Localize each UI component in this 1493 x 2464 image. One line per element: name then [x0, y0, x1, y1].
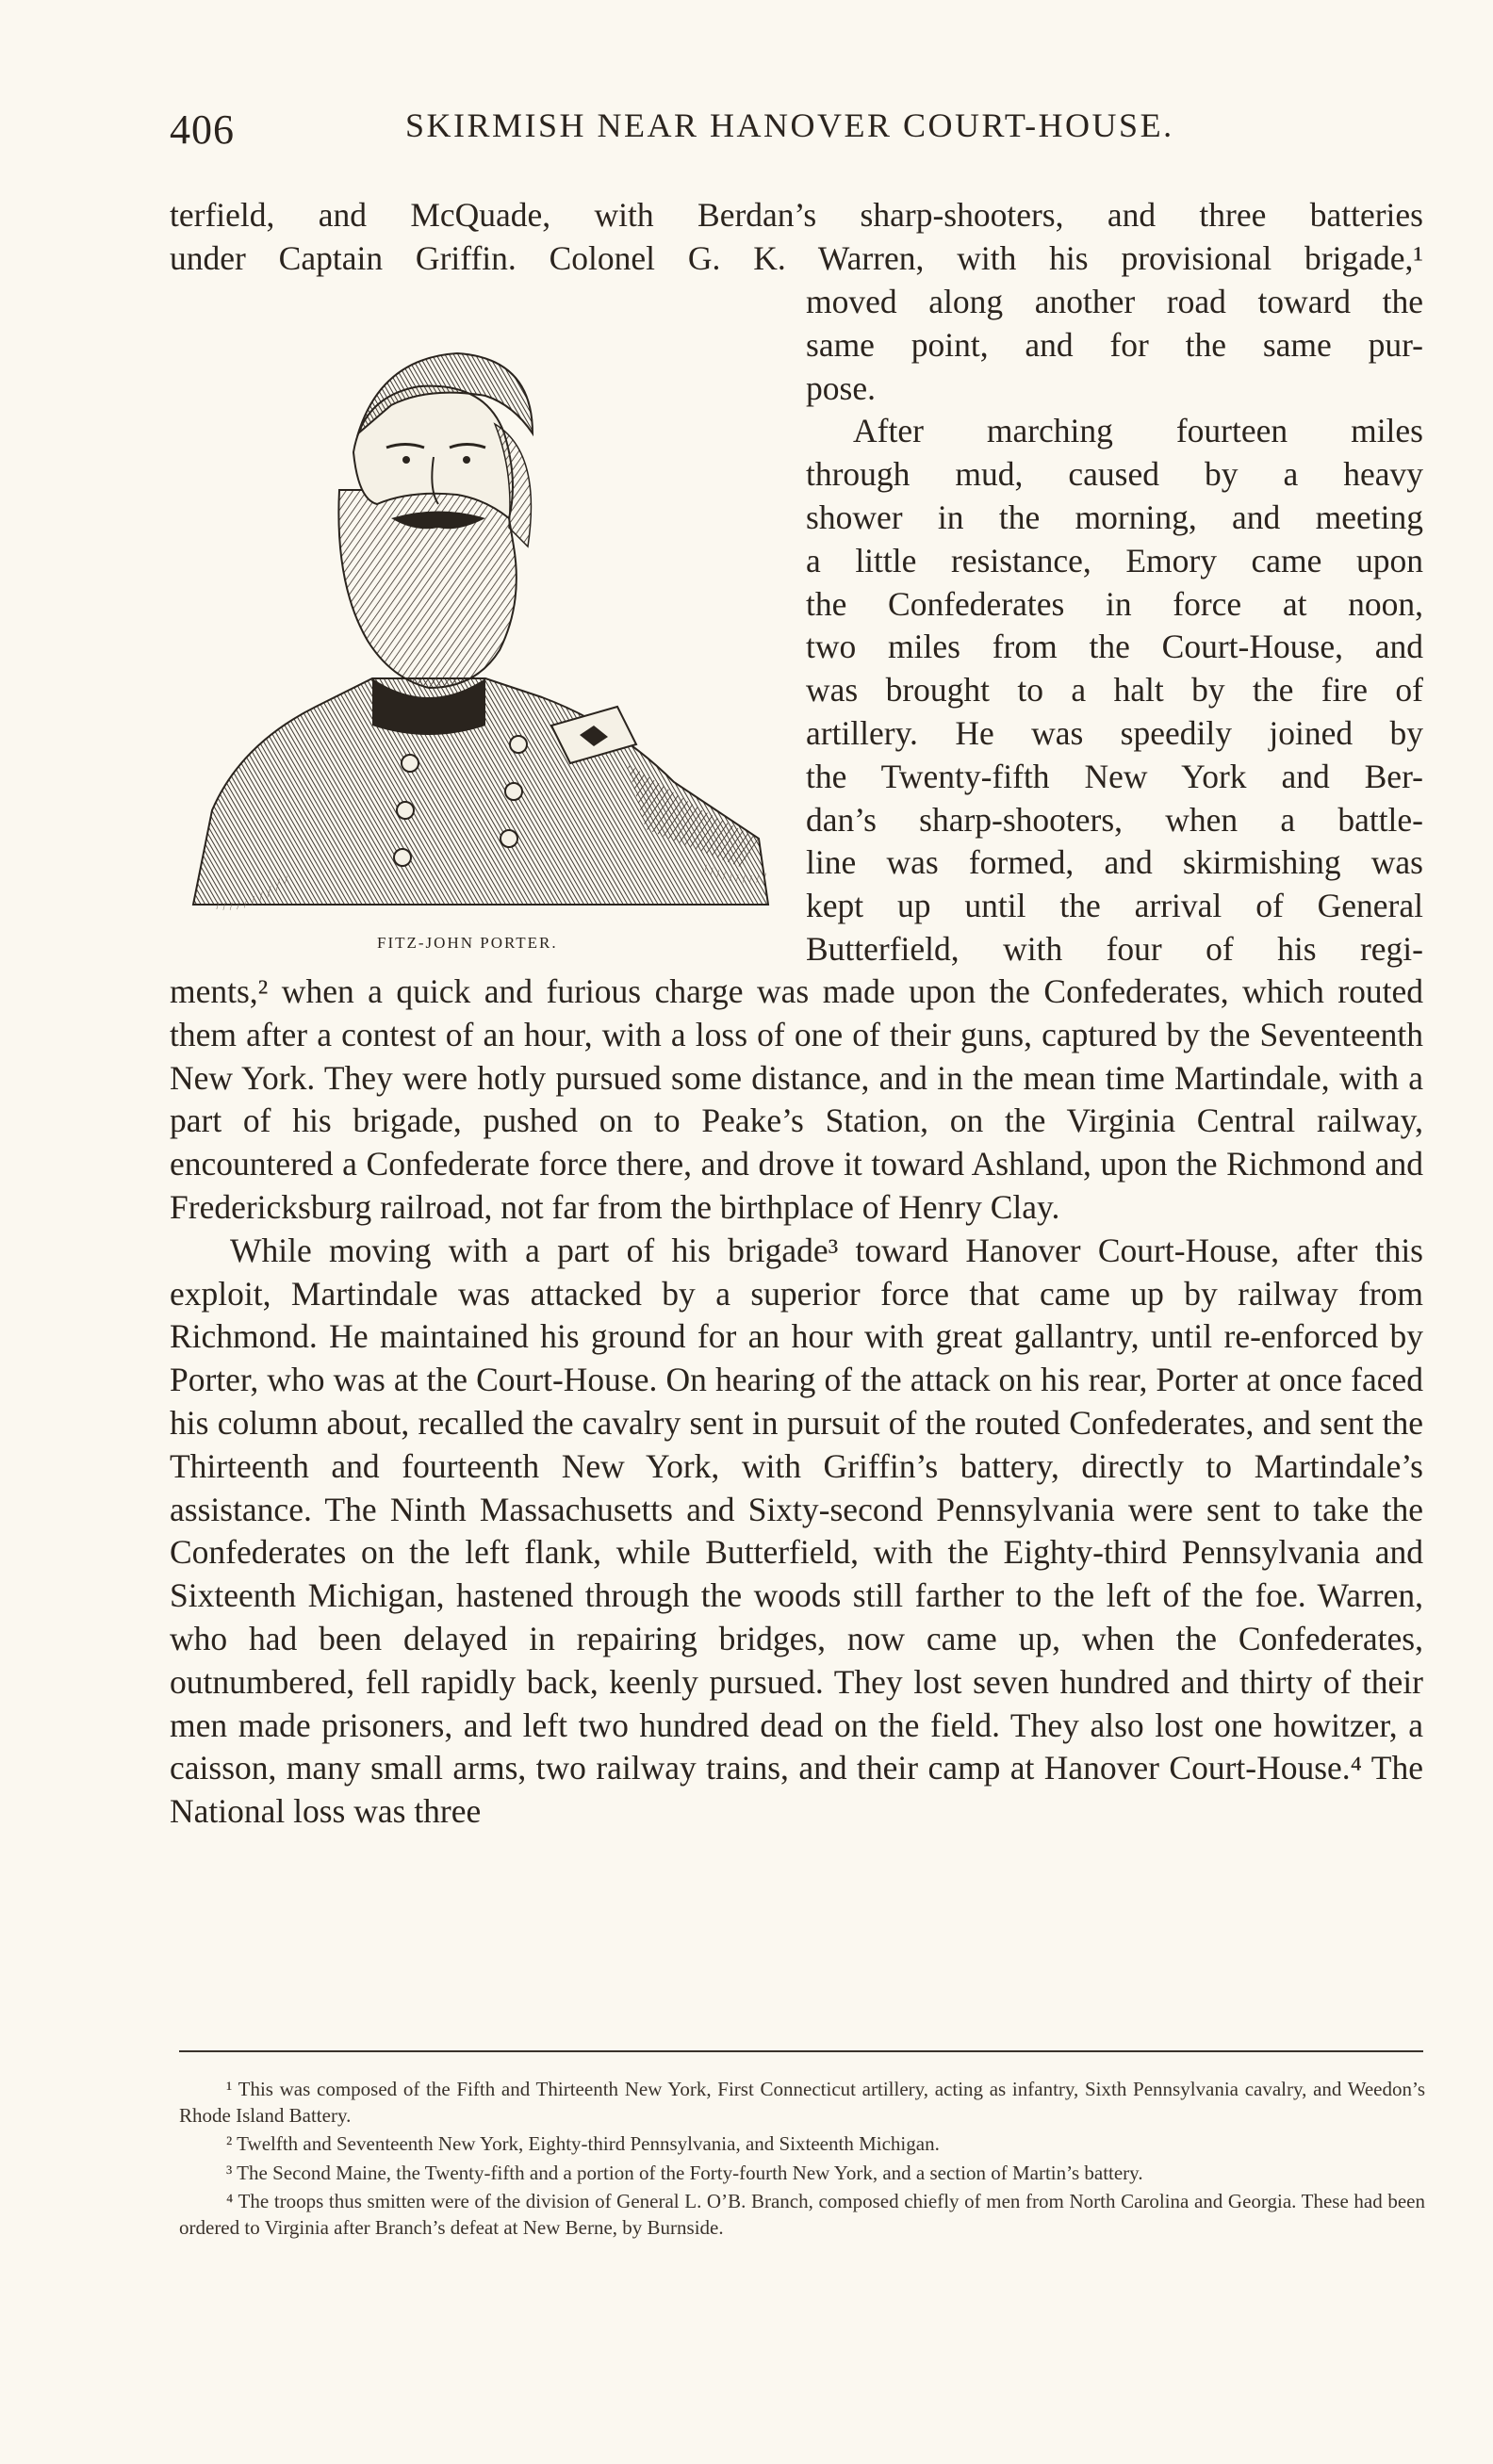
footnote: ¹ This was composed of the Fifth and Thirteenth New York, First Connecticut artillery, acting as infantry, Sixth Pennsylvania cavalry, and Weedon’s Rhode Island Battery. — [179, 2078, 1425, 2127]
opening-lines — [170, 194, 1423, 281]
text-line: kept up until the arrival of General — [806, 887, 1423, 925]
main-text — [170, 971, 1423, 1834]
text-line: through mud, caused by a heavy — [806, 455, 1423, 494]
footnote: ³ The Second Maine, the Twenty-fifth and a portion of the Forty-fourth New York, and a section of Martin’s battery. — [226, 2161, 1143, 2184]
text-line: After marching fourteen miles — [853, 412, 1423, 450]
running-head: SKIRMISH NEAR HANOVER COURT-HOUSE. — [405, 106, 1174, 144]
footnote: ² Twelfth and Seventeenth New York, Eighty-third Pennsylvania, and Sixteenth Michigan. — [226, 2132, 940, 2155]
text-line: same point, and for the same pur- — [806, 325, 1423, 364]
text-line: moved along another road toward the — [806, 283, 1423, 320]
text-line: terfield, and McQuade, with Berdan’s sharp-shooters, and three batteries — [170, 196, 1423, 234]
page-header — [170, 106, 1423, 162]
paragraph: ments,² when a quick and furious charge was made upon the Confederates, which routed them after a contest of an hour, with a loss of one of their guns, captured by the Seventeenth New York. They were hotly pursued some distance, and in the mean time Martindale, with a part of his brigade, pushed on to Peake’s Station, on the Virginia Central railway, encountered a Confederate force there, and drove it toward Ashland, upon the Richmond and Fredericksburg railroad, not far from the birthplace of Henry Clay. — [170, 972, 1423, 1226]
text-line: two miles from the Court-House, and — [806, 628, 1423, 666]
text-line: the Confederates in force at noon, — [806, 584, 1423, 623]
text-line: Butterfield, with four of his regi- — [806, 929, 1423, 968]
text-line: pose. — [806, 368, 876, 407]
footnote: ⁴ The troops thus smitten were of the division of General L. O’B. Branch, composed chiefly of men from North Carolina and Georgia. These had been ordered to Virginia after Branch’s defeat at New Berne, by Burnside. — [179, 2190, 1425, 2239]
text-line: under Captain Griffin. Colonel G. K. Warren, with his provisional brigade,¹ — [170, 238, 1423, 277]
text-line: shower in the morning, and meeting — [806, 498, 1423, 536]
wrapped-lines — [170, 281, 1423, 971]
text-line: the Twenty-fifth New York and Ber- — [806, 757, 1423, 795]
text-line: a little resistance, Emory came upon — [806, 541, 1423, 579]
footnotes — [179, 2077, 1425, 2244]
page-number: 406 — [170, 106, 235, 153]
text-line: artillery. He was speedily joined by — [806, 713, 1423, 752]
portrait-caption: FITZ-JOHN PORTER. — [377, 934, 558, 952]
text-line: was brought to a halt by the fire of — [806, 671, 1423, 710]
footnote-rule — [179, 2050, 1423, 2052]
text-line: line was formed, and skirmishing was — [806, 843, 1423, 882]
paragraph: While moving with a part of his brigade³ toward Hanover Court-House, after this exploit, Martindale was attacked by a superior force that came up by railway from Richmond. He maintained his ground for an hour with great gallantry, until re-enforced by Porter, who was at the Court-House. On hearing of the attack on his rear, Porter at once faced his column about, recalled the cavalry sent in pursuit of the routed Confederates, and sent the Thirteenth and fourteenth New York, with Griffin’s battery, directly to Martindale’s assistance. The Ninth Massachusetts and Sixty-second Pennsylvania were sent to take the Confederates on the left flank, while Butterfield, with the Eighty-third Pennsylvania and Sixteenth Michigan, hastened through the woods still farther to the left of the foe. Warren, who had been delayed in repairing bridges, now came up, when the Confederates, outnumbered, fell rapidly back, keenly pursued. They lost seven hundred and thirty of their men made prisoners, and left two hundred dead on the field. They also lost one howitzer, a caisson, many small arms, two railway trains, and their camp at Hanover Court-House.⁴ The National loss was three — [170, 1231, 1423, 1831]
text-line: dan’s sharp-shooters, when a battle- — [806, 800, 1423, 839]
